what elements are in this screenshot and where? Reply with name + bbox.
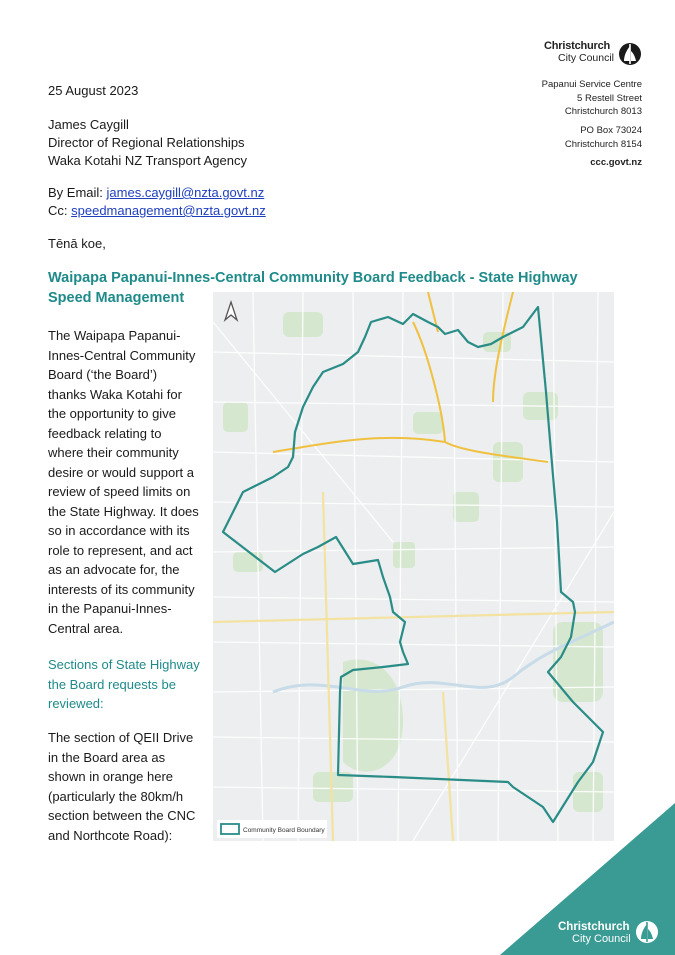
text-line: Innes-Central Community (48, 347, 196, 363)
cc-line: Cc: speedmanagement@nzta.govt.nz (48, 203, 266, 218)
legend-label: Community Board Boundary (243, 827, 325, 834)
text-line: The section of QEII Drive (48, 730, 194, 745)
text-line: Central area. (48, 620, 124, 636)
text-line: where their community (48, 445, 179, 460)
corner-logo-line1: Christchurch (558, 921, 630, 933)
logo-mark-icon (618, 42, 642, 66)
email-line: By Email: james.caygill@nzta.govt.nz (48, 185, 265, 200)
document-heading: Waipapa Papanui-Innes-Central Community Board Feedback - State Highway Speed Management (48, 270, 578, 306)
recipient-title: Director of Regional Relationships (48, 135, 245, 150)
recipient-block (48, 116, 247, 170)
contact-block (48, 184, 266, 220)
greeting: Tēnā koe, (48, 236, 106, 251)
christchurch-logo (544, 40, 644, 66)
text-line: the Board requests be (48, 676, 176, 692)
text-line: reviewed: (48, 696, 104, 711)
text-line: desire or would support a (48, 464, 194, 480)
office-address: Papanui Service Centre 5 Restell Street Christchurch 8013 (541, 79, 642, 117)
sections-heading (48, 655, 208, 714)
text-line: shown in orange here (48, 769, 174, 784)
text-line: section between the CNC (48, 808, 196, 823)
text-line: review of speed limits on (48, 484, 191, 499)
recipient-name: James Caygill (48, 117, 129, 132)
text-line: (particularly the 80km/h (48, 788, 184, 804)
corner-branding (500, 803, 675, 955)
corner-logo-mark-icon (636, 921, 658, 943)
logo-line1: Christchurch (544, 40, 611, 52)
office-postal: PO Box 73024 Christchurch 8154 (564, 125, 642, 150)
office-website: ccc.govt.nz (590, 157, 642, 168)
text-line: Sections of State Highway (48, 657, 200, 672)
board-area-map (213, 292, 614, 841)
text-line: the State Highway. It does (48, 503, 199, 519)
email-link[interactable]: james.caygill@nzta.govt.nz (106, 185, 265, 200)
corner-logo-line2: City Council (572, 933, 631, 945)
text-line: thanks Waka Kotahi for (48, 386, 182, 402)
intro-paragraph (48, 326, 208, 638)
text-line: role to represent, and act (48, 542, 193, 558)
text-line: in the Board area as (48, 749, 166, 765)
text-line: the opportunity to give (48, 406, 176, 421)
text-line: in the Papanui-Innes- (48, 601, 172, 616)
recipient-org: Waka Kotahi NZ Transport Agency (48, 153, 247, 168)
text-line: interests of its community (48, 581, 195, 597)
text-line: The Waipapa Papanui- (48, 328, 181, 343)
letter-date: 25 August 2023 (48, 83, 139, 98)
logo-line2: City Council (558, 52, 615, 64)
text-line: as an advocate for, the (48, 562, 180, 577)
map-graphic (213, 292, 614, 841)
section-paragraph (48, 728, 208, 845)
text-line: Board (‘the Board’) (48, 367, 158, 382)
cc-link[interactable]: speedmanagement@nzta.govt.nz (71, 203, 266, 218)
text-line: so in accordance with its (48, 523, 190, 538)
text-line: feedback relating to (48, 425, 162, 441)
text-line: and Northcote Road): (48, 827, 173, 843)
